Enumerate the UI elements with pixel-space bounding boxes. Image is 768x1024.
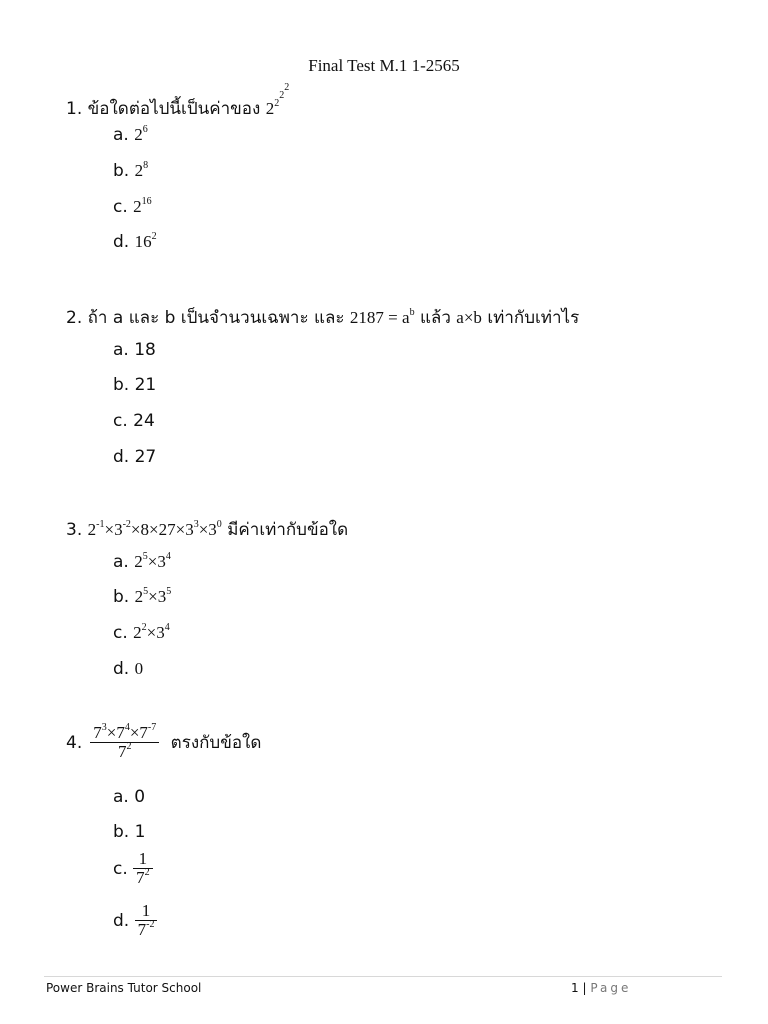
product-expression: $2^{-1}\times 3^{-2}\times 8\times 27\times 3^3\times 3^0$ [87,519,222,539]
equation: $2187 = a^b$ [349,307,415,327]
question-text: ตรงกับข้อใด [170,733,262,753]
page-title: Final Test M.1 1-2565 [308,56,460,75]
question-4 [66,724,261,761]
option-3c[interactable]: c. $2^2\times 3^4$ [113,622,170,643]
option-2c[interactable]: c. 24 [113,411,155,431]
option-4d[interactable]: d. $\frac{1}{7^{-2}}$ [113,902,157,939]
power-tower: $2^{2^{2^2}}$ [265,82,290,118]
product-expression: a×b [456,308,482,327]
option-1c[interactable]: c. $2^{16}$ [113,196,152,217]
question-2: 2. ถ้า a และ b เป็นจำนวนเฉพาะ และ $2187 = a^b$ แล้ว a×b เท่ากับเท่าไร [66,307,580,328]
footer-school: Power Brains Tutor School [46,981,202,995]
question-3 [66,516,348,543]
option-2d[interactable]: d. 27 [113,447,157,467]
question-number: 1. [66,99,83,119]
option-4a[interactable]: a. 0 [113,787,146,807]
question-text: มีค่าเท่ากับข้อใด [227,520,349,540]
fraction-expression: $\frac{7^3\times 7^4\times 7^{-7}}{7^2}$ [90,724,159,761]
option-2a[interactable]: a. 18 [113,340,156,360]
question-text: ถ้า a และ b เป็นจำนวนเฉพาะ และ [87,308,345,328]
option-1d[interactable]: d. $16^2$ [113,231,157,252]
option-3b[interactable]: b. $2^5\times 3^5$ [113,586,172,607]
footer-divider [44,976,722,977]
option-1a[interactable]: a. $2^6$ [113,124,148,145]
question-number: 3. [66,520,83,540]
question-number: 2. [66,308,83,328]
option-4c[interactable]: c. $\frac{1}{7^2}$ [113,850,153,887]
question-number: 4. [66,732,83,753]
option-3a[interactable]: a. $2^5\times 3^4$ [113,551,171,572]
question-1 [66,82,290,122]
option-3d[interactable]: d. 0 [113,659,144,679]
option-1b[interactable]: b. $2^8$ [113,160,149,181]
option-4b[interactable]: b. 1 [113,822,146,842]
footer-page: 1 | Page [571,981,632,995]
question-text: ข้อใดต่อไปนี้เป็นค่าของ [87,99,261,119]
option-2b[interactable]: b. 21 [113,375,157,395]
